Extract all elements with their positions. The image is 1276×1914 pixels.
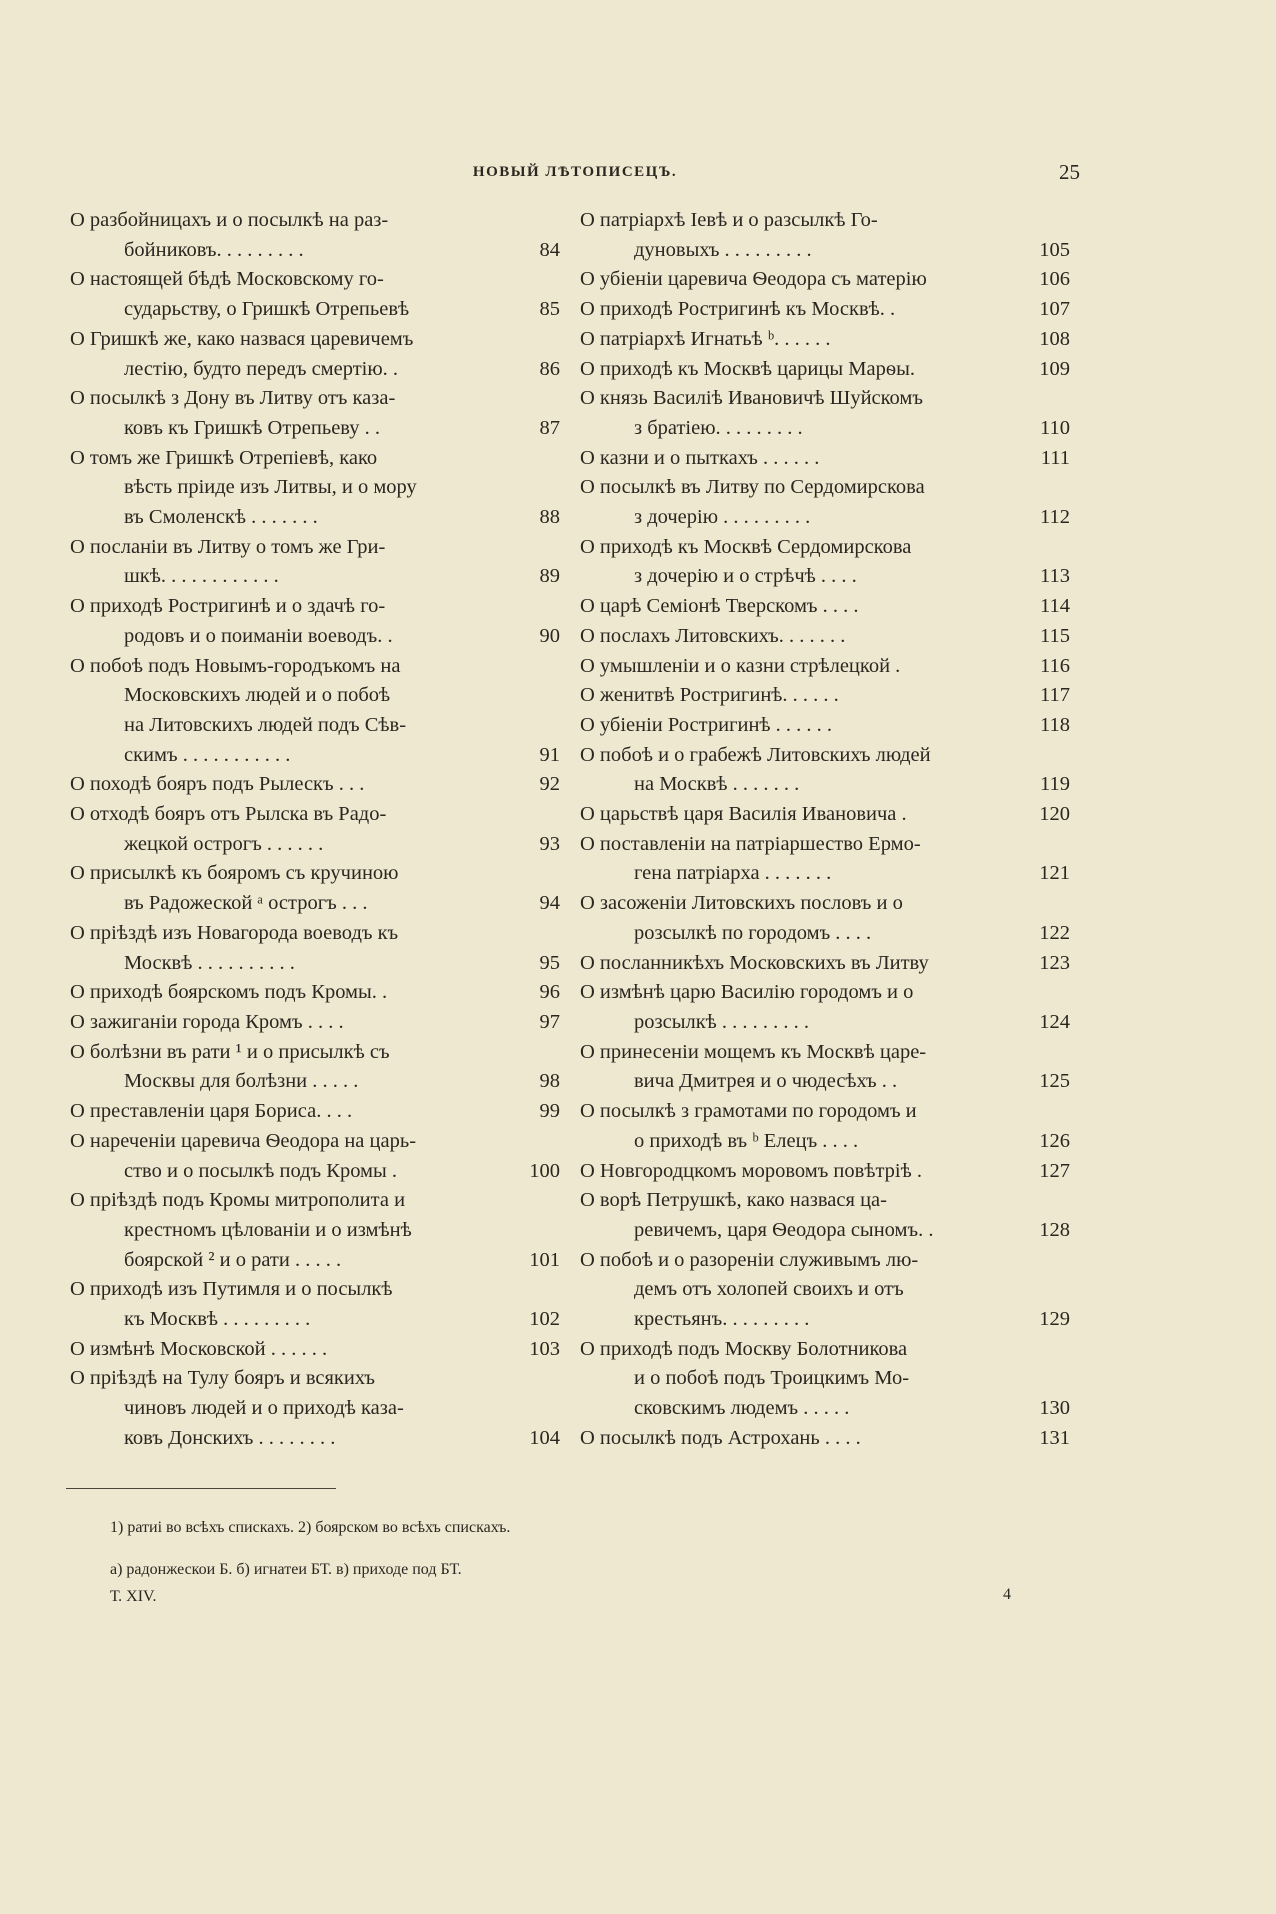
entry-title bbox=[580, 622, 1014, 652]
entry-title-line: О царьствѣ царя Василія Ивановича . bbox=[580, 803, 907, 826]
entry-title-line: скимъ . . . . . . . . . . . bbox=[124, 743, 291, 766]
entry-page-number: 98 bbox=[539, 1070, 560, 1093]
entry-page-number: 122 bbox=[1039, 921, 1070, 944]
entry-page-number: 106 bbox=[1039, 268, 1070, 291]
entry-title-line: демъ отъ холопей своихъ и отъ bbox=[634, 1278, 904, 1301]
contents-entry bbox=[70, 800, 560, 859]
entry-title-line: О зажиганіи города Кромъ . . . . bbox=[70, 1010, 344, 1033]
entry-title bbox=[580, 889, 1014, 948]
entry-page-number: 111 bbox=[1040, 446, 1070, 469]
entry-title-line: О болѣзни въ рати ¹ и о присылкѣ съ bbox=[70, 1040, 390, 1063]
entry-title-line: О казни и о пыткахъ . . . . . . bbox=[580, 446, 820, 469]
contents-entry bbox=[580, 800, 1070, 830]
entry-title-line: з дочерію . . . . . . . . . bbox=[634, 506, 811, 529]
entry-page-number: 101 bbox=[529, 1248, 560, 1271]
entry-title bbox=[580, 949, 1014, 979]
entry-page-number: 115 bbox=[1040, 624, 1070, 647]
contents-entry bbox=[580, 1424, 1070, 1454]
entry-title-line: О побоѣ подъ Новымъ-городъкомъ на bbox=[70, 654, 401, 677]
entry-title-line: къ Москвѣ . . . . . . . . . bbox=[124, 1308, 311, 1331]
entry-title bbox=[70, 444, 504, 533]
entry-title-line: О измѣнѣ Московской . . . . . . bbox=[70, 1337, 328, 1360]
contents-entry bbox=[70, 444, 560, 533]
entry-title-line: дуновыхъ . . . . . . . . . bbox=[634, 238, 812, 261]
entry-title bbox=[580, 295, 1014, 325]
entry-title-line: О посылкѣ подъ Астрохань . . . . bbox=[580, 1426, 861, 1449]
entry-title-line: О патріархѣ Іевѣ и о разсылкѣ Го- bbox=[580, 209, 878, 231]
entry-page-number: 114 bbox=[1040, 595, 1070, 618]
entry-title-line: Москвы для болѣзни . . . . . bbox=[124, 1070, 359, 1093]
contents-entry bbox=[70, 265, 560, 324]
contents-entry bbox=[70, 206, 560, 265]
entry-title-line: О женитвѣ Ростригинѣ. . . . . . bbox=[580, 684, 839, 707]
contents-entry bbox=[580, 1038, 1070, 1097]
entry-page-number: 120 bbox=[1039, 803, 1070, 826]
entry-page-number: 127 bbox=[1039, 1159, 1070, 1182]
entry-title-line: О принесеніи мощемъ къ Москвѣ царе- bbox=[580, 1040, 927, 1063]
entry-title bbox=[70, 652, 504, 771]
entry-page-number: 97 bbox=[539, 1010, 560, 1033]
entry-title-line: О Гришкѣ же, како назвася царевичемъ bbox=[70, 327, 414, 350]
entry-title bbox=[70, 978, 504, 1008]
entry-title-line: гена патріарха . . . . . . . bbox=[634, 862, 832, 885]
entry-title-line: О посланіи въ Литву о томъ же Гри- bbox=[70, 535, 386, 558]
entry-page-number: 113 bbox=[1040, 565, 1070, 588]
entry-page-number: 118 bbox=[1040, 713, 1070, 736]
entry-title-line: О нареченіи царевича Ѳеодора на царь- bbox=[70, 1129, 417, 1152]
entry-page-number: 87 bbox=[539, 416, 560, 439]
entry-page-number: 129 bbox=[1039, 1308, 1070, 1331]
entry-page-number: 95 bbox=[539, 951, 560, 974]
entry-title-line: родовъ и о поиманіи воеводъ. . bbox=[124, 624, 393, 647]
contents-entry bbox=[580, 384, 1070, 443]
contents-entry bbox=[580, 1335, 1070, 1424]
entry-title bbox=[580, 711, 1014, 741]
entry-title-line: О пріѣздѣ на Тулу бояръ и всякихъ bbox=[70, 1367, 375, 1390]
contents-entry bbox=[580, 206, 1070, 265]
entry-title-line: бойниковъ. . . . . . . . . bbox=[124, 238, 304, 261]
entry-page-number: 91 bbox=[539, 743, 560, 766]
entry-page-number: 108 bbox=[1039, 327, 1070, 350]
contents-entry bbox=[580, 711, 1070, 741]
entry-title-line: О приходѣ Ростригинѣ къ Москвѣ. . bbox=[580, 298, 896, 321]
entry-title bbox=[70, 1127, 504, 1186]
entry-title bbox=[70, 533, 504, 592]
entry-page-number: 105 bbox=[1039, 238, 1070, 261]
entry-page-number: 128 bbox=[1039, 1218, 1070, 1241]
entry-title-line: боярской ² и о рати . . . . . bbox=[124, 1248, 342, 1271]
entry-title-line: О посылкѣ з грамотами по городомъ и bbox=[580, 1100, 917, 1123]
entry-title bbox=[580, 1186, 1014, 1245]
entry-title-line: ство и о посылкѣ подъ Кромы . bbox=[124, 1159, 398, 1182]
entry-title bbox=[70, 325, 504, 384]
entry-title-line: О ворѣ Петрушкѣ, како назвася ца- bbox=[580, 1189, 887, 1212]
contents-entry bbox=[580, 1246, 1070, 1335]
entry-title-line: О побоѣ и о разореніи служивымъ лю- bbox=[580, 1248, 919, 1271]
entry-title bbox=[70, 206, 504, 265]
entry-title bbox=[580, 1038, 1014, 1097]
contents-entry bbox=[70, 384, 560, 443]
entry-page-number: 88 bbox=[539, 506, 560, 529]
entry-title-line: О царѣ Семіонѣ Тверскомъ . . . . bbox=[580, 595, 859, 618]
contents-entry bbox=[580, 325, 1070, 355]
contents-entry bbox=[580, 741, 1070, 800]
contents-entry bbox=[70, 919, 560, 978]
contents-entry bbox=[580, 265, 1070, 295]
entry-title bbox=[70, 1335, 504, 1365]
entry-title bbox=[580, 741, 1014, 800]
entry-title-line: ревичемъ, царя Ѳеодора сыномъ. . bbox=[634, 1218, 934, 1241]
contents-entry bbox=[70, 1127, 560, 1186]
footnotes bbox=[110, 1517, 510, 1601]
contents-entry bbox=[70, 978, 560, 1008]
entry-title bbox=[580, 592, 1014, 622]
entry-title-line: въ Радожеской ᵃ острогъ . . . bbox=[124, 892, 368, 915]
contents-entry bbox=[580, 473, 1070, 532]
entry-title-line: розсылкѣ . . . . . . . . . bbox=[634, 1010, 810, 1033]
entry-title bbox=[580, 355, 1014, 385]
running-head bbox=[70, 160, 1080, 190]
entry-page-number: 124 bbox=[1039, 1010, 1070, 1033]
entry-page-number: 93 bbox=[539, 832, 560, 855]
entry-title bbox=[70, 770, 504, 800]
entry-title-line: О присылкѣ къ бояромъ съ кручиною bbox=[70, 862, 399, 885]
entry-title-line: О походѣ бояръ подъ Рылескъ . . . bbox=[70, 773, 365, 796]
entry-title-line: О Новгородцкомъ моровомъ повѣтріѣ . bbox=[580, 1159, 922, 1182]
entry-page-number: 125 bbox=[1039, 1070, 1070, 1093]
entry-title bbox=[70, 1008, 504, 1038]
entry-page-number: 126 bbox=[1039, 1129, 1070, 1152]
contents-entry bbox=[70, 1335, 560, 1365]
contents-entry bbox=[70, 1364, 560, 1453]
contents-entry bbox=[70, 1186, 560, 1275]
entry-title bbox=[70, 265, 504, 324]
contents-column-right bbox=[580, 206, 1070, 1454]
entry-title bbox=[70, 800, 504, 859]
entry-title-line: О князь Василіѣ Ивановичѣ Шуйскомъ bbox=[580, 387, 923, 410]
footnote-divider bbox=[66, 1488, 336, 1489]
contents-entry bbox=[70, 325, 560, 384]
entry-title bbox=[580, 325, 1014, 355]
entry-title-line: Москвѣ . . . . . . . . . . bbox=[124, 951, 295, 974]
contents-entry bbox=[70, 1008, 560, 1038]
entry-page-number: 131 bbox=[1039, 1426, 1070, 1449]
entry-title bbox=[70, 1038, 504, 1097]
entry-title bbox=[580, 265, 1014, 295]
contents-entry bbox=[580, 444, 1070, 474]
contents-entry bbox=[580, 592, 1070, 622]
entry-title bbox=[70, 592, 504, 651]
entry-page-number: 123 bbox=[1039, 951, 1070, 974]
entry-title bbox=[580, 652, 1014, 682]
footnote-lettered: а) радонжескои Б. б) игнатеи БТ. в) приходе под БТ. bbox=[110, 1561, 462, 1578]
entry-title-line: О посланникѣхъ Московскихъ въ Литву bbox=[580, 951, 929, 974]
entry-page-number: 117 bbox=[1040, 684, 1070, 707]
entry-title-line: О настоящей бѣдѣ Московскому го- bbox=[70, 268, 384, 291]
entry-title bbox=[580, 1157, 1014, 1187]
entry-title-line: О разбойницахъ и о посылкѣ на раз- bbox=[70, 209, 389, 231]
entry-title-line: розсылкѣ по городомъ . . . . bbox=[634, 921, 872, 944]
entry-title-line: крестьянъ. . . . . . . . . bbox=[634, 1308, 810, 1331]
entry-title bbox=[580, 473, 1014, 532]
contents-entry bbox=[580, 889, 1070, 948]
entry-title-line: О пріѣздѣ подъ Кромы митрополита и bbox=[70, 1189, 406, 1212]
entry-title bbox=[70, 384, 504, 443]
contents-entry bbox=[70, 1097, 560, 1127]
entry-title bbox=[580, 206, 1014, 265]
contents-entry bbox=[580, 1097, 1070, 1156]
entry-title-line: ковъ къ Гришкѣ Отрепьеву . . bbox=[124, 416, 381, 439]
contents-entry bbox=[580, 355, 1070, 385]
entry-title-line: вѣсть пріиде изъ Литвы, и о мору bbox=[124, 476, 417, 499]
running-title: НОВЫЙ ЛѢТОПИСЕЦЪ. bbox=[472, 164, 678, 180]
entry-title bbox=[70, 1097, 504, 1127]
entry-title-line: О засоженіи Литовскихъ пословъ и о bbox=[580, 892, 903, 915]
entry-title bbox=[580, 681, 1014, 711]
entry-title-line: О посылкѣ въ Литву по Сердомирскова bbox=[580, 476, 925, 499]
entry-title-line: сковскимъ людемъ . . . . . bbox=[634, 1397, 850, 1420]
contents-entry bbox=[580, 1157, 1070, 1187]
entry-title bbox=[580, 1246, 1014, 1335]
contents-entry bbox=[580, 533, 1070, 592]
entry-title-line: вича Дмитрея и о чюдесѣхъ . . bbox=[634, 1070, 898, 1093]
entry-title-line: з дочерію и о стрѣчѣ . . . . bbox=[634, 565, 857, 588]
entry-title-line: жецкой острогъ . . . . . . bbox=[124, 832, 324, 855]
contents-entry bbox=[580, 949, 1070, 979]
entry-title bbox=[580, 533, 1014, 592]
entry-title-line: на Москвѣ . . . . . . . bbox=[634, 773, 800, 796]
entry-title bbox=[70, 859, 504, 918]
entry-page-number: 100 bbox=[529, 1159, 560, 1182]
contents-entry bbox=[70, 1275, 560, 1334]
contents-entry bbox=[70, 770, 560, 800]
entry-title-line: Московскихъ людей и о побоѣ bbox=[124, 684, 391, 707]
entry-title-line: О приходѣ боярскомъ подъ Кромы. . bbox=[70, 981, 388, 1004]
entry-title bbox=[580, 1335, 1014, 1424]
sheet-number: 4 bbox=[1003, 1586, 1011, 1603]
entry-page-number: 84 bbox=[539, 238, 560, 261]
entry-page-number: 85 bbox=[539, 298, 560, 321]
volume-label: Т. XIV. bbox=[110, 1588, 157, 1605]
entry-title bbox=[580, 978, 1014, 1037]
entry-page-number: 119 bbox=[1040, 773, 1070, 796]
entry-title-line: О убіеніи царевича Ѳеодора съ матерію bbox=[580, 268, 927, 291]
entry-page-number: 107 bbox=[1039, 298, 1070, 321]
entry-title bbox=[70, 1364, 504, 1453]
entry-page-number: 103 bbox=[529, 1337, 560, 1360]
entry-page-number: 110 bbox=[1040, 416, 1070, 439]
contents-entry bbox=[580, 1186, 1070, 1245]
entry-page-number: 104 bbox=[529, 1426, 560, 1449]
entry-title-line: О отходѣ бояръ отъ Рылска въ Радо- bbox=[70, 803, 387, 826]
entry-title-line: О приходѣ подъ Москву Болотникова bbox=[580, 1337, 908, 1360]
entry-page-number: 99 bbox=[539, 1100, 560, 1123]
entry-title bbox=[580, 800, 1014, 830]
contents-entry bbox=[580, 681, 1070, 711]
contents-entry bbox=[70, 592, 560, 651]
entry-title bbox=[580, 1424, 1014, 1454]
contents-entry bbox=[580, 978, 1070, 1037]
entry-title-line: о приходѣ въ ᵇ Елецъ . . . . bbox=[634, 1129, 859, 1152]
entry-title-line: О убіеніи Ростригинѣ . . . . . . bbox=[580, 713, 833, 736]
entry-title-line: з братіею. . . . . . . . . bbox=[634, 416, 803, 439]
entry-title-line: крестномъ цѣлованіи и о измѣнѣ bbox=[124, 1218, 412, 1241]
contents-entry bbox=[70, 1038, 560, 1097]
entry-page-number: 112 bbox=[1040, 506, 1070, 529]
entry-title-line: О послахъ Литовскихъ. . . . . . . bbox=[580, 624, 846, 647]
entry-title-line: О пріѣздѣ изъ Новагорода воеводъ къ bbox=[70, 921, 399, 944]
entry-title-line: О томъ же Гришкѣ Отрепіевѣ, како bbox=[70, 446, 378, 469]
entry-title-line: О преставленіи царя Бориса. . . . bbox=[70, 1100, 353, 1123]
entry-title-line: О измѣнѣ царю Василію городомъ и о bbox=[580, 981, 914, 1004]
entry-title-line: въ Смоленскѣ . . . . . . . bbox=[124, 506, 318, 529]
entry-page-number: 96 bbox=[539, 981, 560, 1004]
entry-title-line: О побоѣ и о грабежѣ Литовскихъ людей bbox=[580, 743, 931, 766]
page-number: 25 bbox=[1059, 160, 1080, 184]
contents-entry bbox=[580, 652, 1070, 682]
entry-title-line: чиновъ людей и о приходѣ каза- bbox=[124, 1397, 404, 1420]
entry-title-line: О умышленіи и о казни стрѣлецкой . bbox=[580, 654, 901, 677]
contents-column-left bbox=[70, 206, 560, 1454]
contents-entry bbox=[70, 859, 560, 918]
entry-title bbox=[580, 830, 1014, 889]
entry-title-line: О посылкѣ з Дону въ Литву отъ каза- bbox=[70, 387, 396, 410]
contents-entry bbox=[580, 622, 1070, 652]
entry-title-line: ковъ Донскихъ . . . . . . . . bbox=[124, 1426, 336, 1449]
footnote-numbered: 1) ратиі во всѣхъ спискахъ. 2) боярском во всѣхъ спискахъ. bbox=[110, 1519, 511, 1536]
entry-title bbox=[580, 384, 1014, 443]
entry-title-line: О патріархѣ Игнатьѣ ᵇ. . . . . . bbox=[580, 327, 831, 350]
entry-page-number: 90 bbox=[539, 624, 560, 647]
entry-title bbox=[70, 919, 504, 978]
entry-page-number: 92 bbox=[539, 773, 560, 796]
entry-page-number: 86 bbox=[539, 357, 560, 380]
entry-title-line: О приходѣ Ростригинѣ и о здачѣ го- bbox=[70, 595, 386, 618]
entry-page-number: 94 bbox=[539, 892, 560, 915]
entry-title-line: лестію, будто передъ смертію. . bbox=[124, 357, 399, 380]
entry-page-number: 109 bbox=[1039, 357, 1070, 380]
entry-title-line: О поставленіи на патріаршество Ермо- bbox=[580, 832, 921, 855]
entry-page-number: 121 bbox=[1039, 862, 1070, 885]
entry-page-number: 89 bbox=[539, 565, 560, 588]
contents-entry bbox=[580, 830, 1070, 889]
entry-title-line: О приходѣ къ Москвѣ царицы Марѳы. bbox=[580, 357, 915, 380]
contents-entry bbox=[70, 533, 560, 592]
entry-title bbox=[70, 1275, 504, 1334]
entry-title-line: шкѣ. . . . . . . . . . . . bbox=[124, 565, 279, 588]
entry-title bbox=[580, 1097, 1014, 1156]
entry-title-line: О приходѣ изъ Путимля и о посылкѣ bbox=[70, 1278, 393, 1301]
contents-entry bbox=[70, 652, 560, 771]
entry-page-number: 116 bbox=[1040, 654, 1070, 677]
entry-title-line: на Литовскихъ людей подъ Сѣв- bbox=[124, 713, 407, 736]
entry-title-line: сударьству, о Гришкѣ Отрепьевѣ bbox=[124, 298, 410, 321]
entry-page-number: 102 bbox=[529, 1308, 560, 1331]
entry-title-line: О приходѣ къ Москвѣ Сердомирскова bbox=[580, 535, 912, 558]
entry-page-number: 130 bbox=[1039, 1397, 1070, 1420]
entry-title bbox=[580, 444, 1014, 474]
contents-entry bbox=[580, 295, 1070, 325]
entry-title bbox=[70, 1186, 504, 1275]
entry-title-line: и о побоѣ подъ Троицкимъ Мо- bbox=[634, 1367, 910, 1390]
